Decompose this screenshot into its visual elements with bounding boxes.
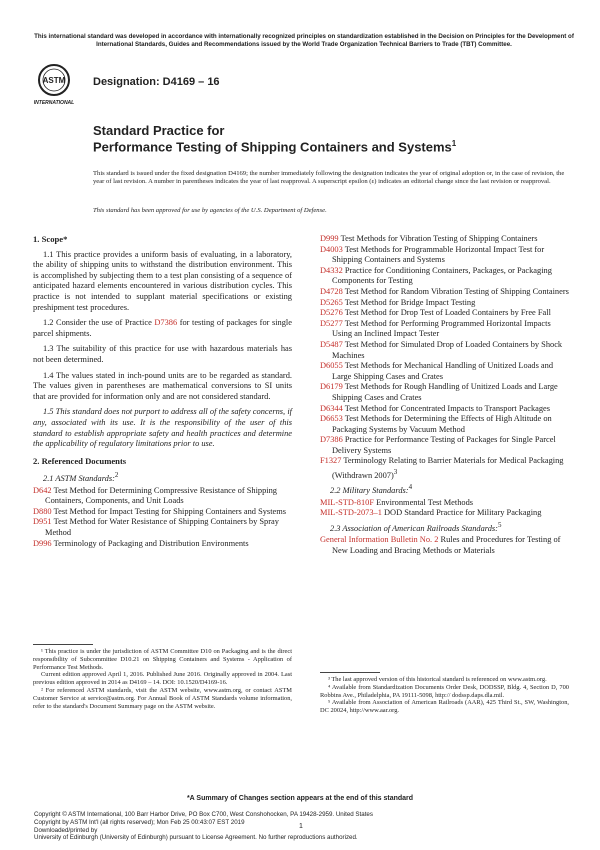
reference-item bbox=[320, 414, 569, 435]
reference-item bbox=[320, 245, 569, 266]
reference-title: Rules and Procedures for Testing of New Loading and Bracing Methods or Materials bbox=[332, 535, 561, 556]
title-line-1: Standard Practice for bbox=[93, 123, 225, 138]
footnote-rule-left bbox=[33, 644, 93, 645]
reference-code-link[interactable]: D951 bbox=[33, 517, 52, 527]
page-number: 1 bbox=[299, 823, 303, 830]
scope-p4: 1.4 The values stated in inch-pound units are to be regarded as standard. The values given in parentheses are mathematical conversions to SI units that are provided for information only and are not considered standard. bbox=[33, 370, 292, 401]
reference-footnote-mark: 3 bbox=[393, 468, 398, 477]
astm-label-text: 2.1 ASTM Standards: bbox=[43, 474, 115, 484]
military-label-sup: 4 bbox=[408, 483, 413, 492]
military-label bbox=[330, 482, 569, 496]
download-line-1: Copyright by ASTM Int'l (all rights reserved); Mon Feb 25 00:43:07 EST 2019 bbox=[34, 818, 245, 826]
title-footnote-mark: 1 bbox=[451, 139, 457, 148]
reference-item bbox=[320, 234, 569, 245]
footnote: ⁴ Available from Standardization Documents Order Desk, DODSSP, Bldg. 4, Section D, 700 Robbins Ave., Philadelphia, PA 19111-5098, http:// dodssp.daps.dla.mil. bbox=[320, 683, 569, 699]
reference-code-link[interactable]: D996 bbox=[33, 538, 52, 548]
title-line-2 bbox=[93, 139, 456, 154]
reference-code-link[interactable]: D7386 bbox=[320, 435, 343, 445]
scope-p2-b: for testing of packages for single parcel shipments. bbox=[33, 318, 292, 338]
left-refs-list bbox=[33, 486, 292, 550]
reference-title: Test Method for Impact Testing for Shipping Containers and Systems bbox=[51, 506, 287, 516]
copyright-block bbox=[34, 811, 574, 842]
title-text: Performance Testing of Shipping Containers and Systems bbox=[93, 139, 452, 155]
reference-item bbox=[320, 404, 569, 415]
reference-item bbox=[320, 266, 569, 287]
reference-item bbox=[320, 535, 569, 556]
reference-item bbox=[320, 508, 569, 519]
scope-p2-a: 1.2 Consider the use of Practice bbox=[43, 318, 155, 328]
aar-label-text: 2.3 Association of American Railroads Standards: bbox=[330, 523, 498, 533]
reference-title: DOD Standard Practice for Military Packaging bbox=[381, 508, 542, 518]
reference-title: Test Method for Concentrated Impacts to Transport Packages bbox=[342, 403, 551, 413]
issued-note: This standard is issued under the fixed designation D4169; the number immediately following the designation indicates the year of original adoption or, in the case of revision, the year of last revision. A number in parentheses indicates the year of last reapproval. A superscript epsilon (ε) indicates an editorial change since the last revision or reapproval. bbox=[93, 170, 565, 186]
reference-code-link[interactable]: F1327 bbox=[320, 456, 342, 466]
reference-title: Test Method for Random Vibration Testing of Shipping Containers bbox=[342, 286, 569, 296]
reference-code-link[interactable]: D4003 bbox=[320, 244, 343, 254]
reference-item bbox=[33, 539, 292, 550]
reference-item bbox=[320, 308, 569, 319]
reference-code-link[interactable]: D5276 bbox=[320, 308, 343, 318]
reference-item bbox=[320, 498, 569, 509]
footnotes-left bbox=[33, 648, 292, 710]
scope-p2-link[interactable]: D7386 bbox=[154, 318, 178, 328]
logo-text: ASTM bbox=[42, 76, 66, 85]
reference-title: Test Methods for Determining the Effects of High Altitude on Packaging Systems by Vacuum Method bbox=[332, 414, 552, 434]
footnote: Current edition approved April 1, 2016. Published June 2016. Originally approved in 2004. Last previous edition approved in 2014 as D4169 – 14. DOI: 10.1520/D4169-16. bbox=[33, 671, 292, 687]
reference-code-link[interactable]: General Information Bulletin No. 2 bbox=[320, 535, 439, 545]
aar-refs-list bbox=[320, 535, 569, 556]
reference-item bbox=[320, 298, 569, 309]
astm-standards-label bbox=[43, 470, 292, 484]
reference-code-link[interactable]: D4728 bbox=[320, 286, 343, 296]
reference-code-link[interactable]: MIL-STD-2073–1 bbox=[320, 508, 382, 518]
download-line-3: University of Edinburgh (University of Edinburgh) pursuant to License Agreement. No further reproductions authorized. bbox=[34, 834, 358, 842]
footnote: ² For referenced ASTM standards, visit the ASTM website, www.astm.org, or contact ASTM Customer Service at service@astm.org. For Annual Book of ASTM Standards volume information, refer to the standard's Document Summary page on the ASTM website. bbox=[33, 686, 292, 710]
copyright-line: Copyright © ASTM International, 100 Barr Harbor Drive, PO Box C700, West Conshohocken, PA 19428-2959. United States bbox=[34, 811, 373, 818]
military-label-text: 2.2 Military Standards: bbox=[330, 486, 409, 496]
reference-code-link[interactable]: D880 bbox=[33, 506, 52, 516]
reference-title: Test Method for Simulated Drop of Loaded Containers by Shock Machines bbox=[332, 339, 563, 360]
left-column bbox=[33, 234, 292, 549]
footnote-rule-right bbox=[320, 672, 380, 673]
scope-p1: 1.1 This practice provides a uniform basis of evaluating, in a laboratory, the ability of shipping units to withstand the distribution environment. This is accomplished by subjecting them to a test plan consisting of a sequence of anticipated hazard elements encountered in various distribution cycles. This practice is not intended to supplant material specifications or existing preshipment test procedures. bbox=[33, 249, 292, 312]
reference-title: Test Methods for Rough Handling of Unitized Loads and Large Shipping Cases and Crates bbox=[332, 382, 558, 402]
logo-subtext: INTERNATIONAL bbox=[34, 100, 74, 106]
reference-title: Test Method for Performing Programmed Horizontal Impacts Using an Inclined Impact Tester bbox=[332, 318, 551, 339]
reference-code-link[interactable]: D642 bbox=[33, 485, 52, 495]
reference-item bbox=[320, 435, 569, 456]
reference-title: Test Method for Determining Compressive Resistance of Shipping Containers, Components, and Unit Loads bbox=[45, 485, 277, 506]
astm-label-sup: 2 bbox=[114, 471, 119, 480]
reference-item bbox=[320, 361, 569, 382]
aar-label bbox=[330, 520, 569, 534]
reference-code-link[interactable]: D6055 bbox=[320, 361, 343, 371]
reference-code-link[interactable]: D5277 bbox=[320, 318, 343, 328]
refs-heading: 2. Referenced Documents bbox=[33, 455, 127, 466]
reference-code-link[interactable]: D4332 bbox=[320, 265, 343, 275]
approved-note: This standard has been approved for use by agencies of the U.S. Department of Defense. bbox=[93, 207, 327, 214]
footnote: ⁵ Available from Association of American Railroads (AAR), 425 Third St., SW, Washington, DC 20024, http://www.aar.org. bbox=[320, 699, 569, 715]
reference-title: Test Method for Water Resistance of Shipping Containers by Spray Method bbox=[45, 517, 279, 538]
reference-code-link[interactable]: D6344 bbox=[320, 403, 343, 413]
reference-code-link[interactable]: D5487 bbox=[320, 339, 343, 349]
reference-code-link[interactable]: D6179 bbox=[320, 382, 343, 392]
reference-item bbox=[33, 507, 292, 518]
reference-item bbox=[33, 486, 292, 507]
reference-code-link[interactable]: D5265 bbox=[320, 297, 343, 307]
right-refs-list bbox=[320, 234, 569, 481]
reference-item bbox=[320, 340, 569, 361]
astm-logo-icon bbox=[34, 62, 74, 106]
aar-label-sup: 5 bbox=[497, 521, 502, 530]
summary-note: *A Summary of Changes section appears at the end of this standard bbox=[186, 795, 414, 802]
reference-title: Test Methods for Vibration Testing of Shipping Containers bbox=[338, 234, 538, 243]
reference-item bbox=[320, 382, 569, 403]
reference-title: Test Methods for Programmable Horizontal Impact Test for Shipping Containers and Systems bbox=[332, 244, 545, 265]
reference-title: Test Method for Drop Test of Loaded Containers by Free Fall bbox=[342, 308, 551, 318]
reference-code-link[interactable]: MIL-STD-810F bbox=[320, 497, 374, 507]
reference-title: Practice for Conditioning Containers, Packages, or Packaging Components for Testing bbox=[332, 265, 552, 286]
scope-p5: 1.5 This standard does not purport to address all of the safety concerns, if any, associated with its use. It is the responsibility of the user of this standard to establish appropriate safety and health practices and determine the applicability of regulatory limitations prior to use. bbox=[33, 407, 292, 449]
reference-item bbox=[320, 287, 569, 298]
reference-title: Terminology of Packaging and Distribution Environments bbox=[51, 538, 249, 548]
designation: Designation: D4169 – 16 bbox=[93, 76, 220, 88]
reference-item bbox=[33, 517, 292, 538]
right-column bbox=[320, 234, 569, 557]
tbt-notice: This international standard was developed in accordance with internationally recognized principles on standardization established in the Decision on Principles for the Development of International Standards, Guides and Recommendations issued by the World Trade Organization Technical Barriers to Trade (TBT) Committee. bbox=[34, 33, 574, 48]
footnote: ¹ This practice is under the jurisdiction of ASTM Committee D10 on Packaging and is the direct responsibility of Subcommittee D10.21 on Shipping Containers and Systems - Application of Performance Test Methods. bbox=[33, 648, 292, 671]
footnote: ³ The last approved version of this historical standard is referenced on www.astm.org. bbox=[328, 676, 547, 683]
reference-title: Test Method for Bridge Impact Testing bbox=[342, 297, 476, 307]
reference-title: Practice for Performance Testing of Packages for Single Parcel Delivery Systems bbox=[332, 435, 556, 455]
footnotes-right bbox=[320, 676, 569, 715]
reference-code-link[interactable]: D6653 bbox=[320, 414, 343, 424]
reference-code-link[interactable]: D999 bbox=[320, 234, 339, 243]
reference-item bbox=[320, 319, 569, 340]
military-refs-list bbox=[320, 498, 569, 519]
reference-title: Environmental Test Methods bbox=[373, 497, 474, 507]
reference-title: Terminology Relating to Barrier Materials for Medical Packaging (Withdrawn 2007) bbox=[332, 456, 564, 480]
reference-item bbox=[320, 456, 569, 481]
download-line-2: Downloaded/printed by bbox=[34, 826, 98, 834]
scope-heading: 1. Scope* bbox=[33, 234, 68, 244]
scope-p3: 1.3 The suitability of this practice for use with hazardous materials has not been determined. bbox=[33, 344, 292, 364]
reference-title: Test Methods for Mechanical Handling of Unitized Loads and Large Shipping Cases and Crates bbox=[332, 361, 554, 381]
scope-p2 bbox=[33, 318, 292, 339]
